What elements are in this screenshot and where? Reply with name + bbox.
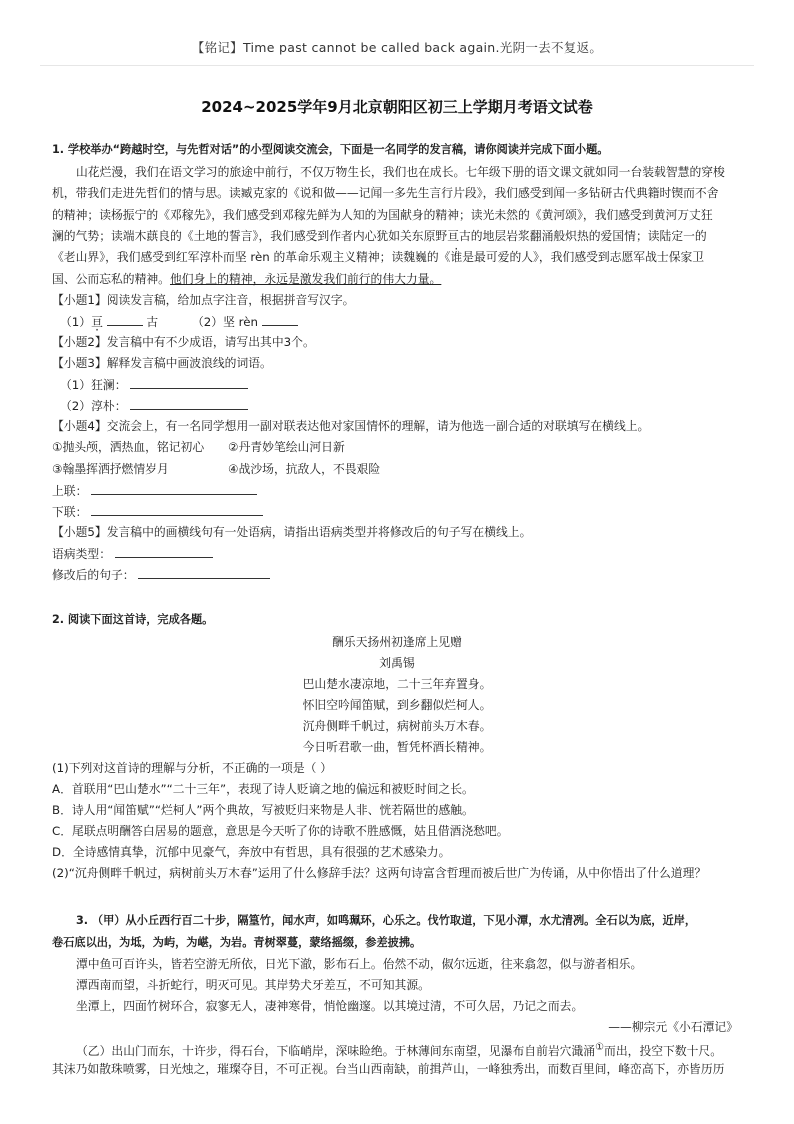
subq2-prompt: 【小题2】发言稿中有不少成语，请写出其中3个。 (52, 335, 315, 349)
q2-option-c[interactable]: C．尾联点明酬答白居易的题意，意思是今天听了你的诗歌不胜感慨，姑且借酒浇愁吧。 (52, 824, 509, 838)
underlined-sentence: 他们身上的精神，永远是激发我们前行的伟大力量。 (169, 272, 442, 286)
couplet-option-2: ②丹青妙笔绘山河日新 (228, 440, 345, 454)
subq4-prompt: 【小题4】交流会上，有一名同学想用一副对联表达他对家国情怀的理解，请为他选一副合适的对联填写在横线上。 (52, 419, 650, 433)
q1-passage-line-6 (52, 271, 441, 287)
answer-blank-revised[interactable] (138, 566, 270, 579)
poem-author: 刘禹锡 (379, 656, 415, 670)
subq3-item-1 (60, 376, 248, 393)
upper-couplet-label: 上联： (52, 484, 88, 498)
poem-line-2: 怀旧空吟闻笛赋，到乡翻似烂柯人。 (302, 698, 492, 712)
subq1-item-2-text: （2）坚 rèn (192, 315, 258, 329)
q1-passage-line-2: 机，带我们走进先哲们的情与思。读臧克家的《说和做——记闻一多先生言行片段》，我们感受到闻一多钻研古代典籍时锲而不舍 (52, 186, 719, 200)
q2-subq2-prompt: (2)“沉舟侧畔千帆过，病树前头万木春”运用了什么修辞手法？这两句诗富含哲理而被后世广为传诵，从中你悟出了什么道理？ (52, 866, 707, 880)
subq3-item-2 (60, 397, 248, 414)
couplet-option-1: ①抛头颅，洒热血，铭记初心 (52, 440, 205, 454)
couplet-option-3: ③翰墨挥洒抒燃情岁月 (52, 462, 169, 476)
dotted-char-gen: 亘 (91, 315, 103, 329)
q3-passage-b-line-1b: 而出，投空下数十尺。 (604, 1043, 723, 1058)
q3-passage-b-line-1 (76, 1040, 722, 1059)
subq3-prompt: 【小题3】解释发言稿中画波浪线的词语。 (52, 356, 272, 370)
poem-line-3: 沉舟侧畔千帆过，病树前头万木春。 (302, 719, 492, 733)
q2-intro: 2. 阅读下面这首诗，完成各题。 (52, 613, 214, 626)
couplet-option-4: ④战沙场，抗敌人，不畏艰险 (228, 462, 381, 476)
q3-passage-a-line-3: 潭中鱼可百许头，皆若空游无所依，日光下澈，影布石上。佁然不动，俶尔远逝，往来翕忽，似与游者相乐。 (76, 957, 643, 971)
dotted-char-shui: 谁 (450, 250, 463, 264)
q1-passage-line-6a: 国、公而忘私的精神。 (52, 272, 170, 286)
header-divider (40, 65, 754, 66)
subq5-prompt: 【小题5】发言稿中的画横线句有一处语病，请指出语病类型并将修改后的句子写在横线上。 (52, 525, 532, 539)
q1-passage-line-3: 的精神；读杨振宁的《邓稼先》，我们感受到邓稼先鲜为人知的为国献身的精神；读光未然的《黄河颂》，我们感受到黄河万丈狂 (52, 208, 713, 222)
error-type-label: 语病类型： (52, 547, 111, 561)
subq3-item-2-label: （2）淳朴： (60, 399, 127, 413)
poem-line-1: 巴山楚水凄凉地，二十三年弃置身。 (302, 677, 492, 691)
answer-blank-chunpu[interactable] (130, 397, 248, 410)
answer-blank-error-type[interactable] (115, 545, 213, 558)
q1-passage-line-5b: 是最可爱的人》，我们感受到志愿军战士保家卫 (462, 250, 705, 264)
q3-passage-a-line-1: 3. （甲）从小丘西行百二十步，隔篁竹，闻水声，如鸣珮环，心乐之。伐竹取道，下见小潭，水尤清冽。全石以为底，近岸， (76, 914, 697, 927)
revised-sentence-line (52, 566, 270, 583)
poem-title: 酬乐天扬州初逢席上见赠 (332, 635, 462, 649)
subq3-item-1-label: （1）狂澜： (60, 378, 127, 392)
lower-couplet-line (52, 503, 263, 520)
upper-couplet-line (52, 482, 257, 499)
q1-passage-line-5a: 《老山界》，我们感受到红军淳朴而坚 rèn 的革命乐观主义精神；读魏巍的《 (52, 250, 451, 264)
subq1-item-1 (60, 313, 158, 330)
subq1-item-2 (192, 313, 298, 330)
subq1-item-1-tail: 古 (146, 315, 159, 329)
q1-passage-line-4: 澜的气势；读端木蕻良的《土地的誓言》，我们感受到作者内心犹如关东原野亘古的地层岩浆翻涌般炽热的爱国情；读陆定一的 (52, 229, 707, 243)
q3-passage-a-line-4: 潭西南而望，斗折蛇行，明灭可见。其岸势犬牙差互，不可知其源。 (76, 978, 430, 992)
revised-sentence-label: 修改后的句子： (52, 568, 135, 582)
q1-passage-line-1: 山花烂漫，我们在语文学习的旅途中前行，不仅万物生长，我们也在成长。七年级下册的语文课文就如同一台装载智慧的穿梭 (76, 165, 725, 179)
q3-attribution: ——柳宗元《小石潭记》 (608, 1020, 738, 1034)
footnote-marker: ① (595, 1042, 605, 1053)
q1-intro: 1. 学校举办“跨越时空，与先哲对话”的小型阅读交流会，下面是一名同学的发言稿，请你阅读并完成下面小题。 (52, 143, 609, 156)
q2-option-d[interactable]: D．全诗感情真挚，沉郁中见豪气，奔放中有哲思，具有很强的艺术感染力。 (52, 845, 451, 859)
q1-passage-line-5 (52, 249, 704, 265)
answer-blank-gen[interactable] (107, 313, 143, 326)
q3-passage-b-line-2: 其沫乃如散珠喷雾，日光烛之，璀璨夺目，不可正视。台当山西南缺，前揖芦山，一峰独秀出，而数百里间，峰峦高下，亦皆历历 (52, 1062, 725, 1076)
answer-blank-lower[interactable] (91, 503, 263, 516)
subq1-item-1-num: （1） (60, 315, 92, 329)
page-title: 2024~2025学年9月北京朝阳区初三上学期月考语文试卷 (201, 98, 593, 116)
subq1-prompt: 【小题1】阅读发言稿，给加点字注音，根据拼音写汉字。 (52, 293, 355, 307)
lower-couplet-label: 下联： (52, 505, 88, 519)
q3-passage-a-line-2: 卷石底以出，为坻，为屿，为嵁，为岩。青树翠蔓，蒙络摇缀，参差披拂。 (52, 936, 422, 949)
poem-line-4: 今日听君歌一曲，暂凭杯酒长精神。 (302, 740, 492, 754)
header-motto: 【铭记】Time past cannot be called back again.光阴一去不复返。 (191, 40, 603, 55)
q2-option-a[interactable]: A．首联用“巴山楚水”“二十三年”，表现了诗人贬谪之地的偏远和被贬时间之长。 (52, 782, 474, 796)
answer-blank-ren[interactable] (262, 313, 298, 326)
q3-passage-a-line-5: 坐潭上，四面竹树环合，寂寥无人，凄神寒骨，悄怆幽邃。以其境过清，不可久居，乃记之而去。 (76, 999, 584, 1013)
q3-passage-b-line-1a: （乙）出山门而东，十许步，得石台，下临峭岸，深味睑绝。于林薄间东南望，见瀑布自前岩穴濈涌 (76, 1043, 596, 1058)
error-type-line (52, 545, 213, 562)
q2-subq1-prompt: (1)下列对这首诗的理解与分析，不正确的一项是（ ） (52, 761, 332, 775)
q2-option-b[interactable]: B．诗人用“闻笛赋”“烂柯人”两个典故，写被贬归来物是人非、恍若隔世的感触。 (52, 803, 474, 817)
answer-blank-upper[interactable] (91, 482, 257, 495)
answer-blank-kuanglan[interactable] (130, 376, 248, 389)
